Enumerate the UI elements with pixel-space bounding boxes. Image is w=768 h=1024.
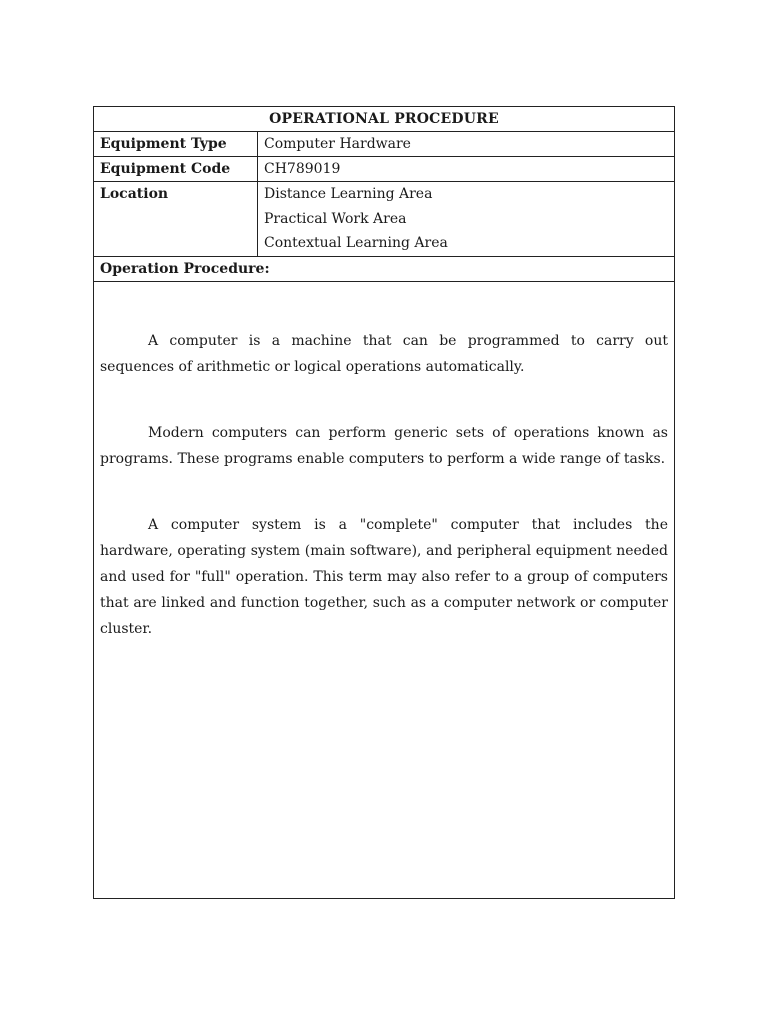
- procedure-paragraph: A computer is a machine that can be programmed to carry out sequences of arithmetic or logical operations automatically.: [100, 333, 668, 375]
- operation-procedure-label: Operation Procedure:: [100, 261, 270, 277]
- location-item: Contextual Learning Area: [264, 235, 448, 251]
- equipment-type-label: Equipment Type: [94, 132, 258, 156]
- location-values: [258, 182, 674, 256]
- equipment-code-row: [94, 157, 674, 182]
- location-label: Location: [94, 182, 258, 256]
- equipment-code-value: CH789019: [264, 161, 341, 177]
- location-item: Practical Work Area: [264, 210, 407, 227]
- equipment-type-value: Computer Hardware: [264, 136, 411, 152]
- procedure-paragraph: A computer system is a "complete" computer that includes the hardware, operating system (main software), and peripheral equipment needed and used for "full" operation. This term may also refer to a group of computers that are linked and function together, such as a computer network or computer cluster.: [100, 517, 668, 637]
- operation-procedure-row: [94, 257, 674, 282]
- form-title: OPERATIONAL PROCEDURE: [94, 107, 674, 132]
- equipment-type-row: [94, 132, 674, 157]
- location-row: [94, 182, 674, 257]
- procedure-paragraph: Modern computers can perform generic sets of operations known as programs. These programs enable computers to perform a wide range of tasks.: [100, 425, 668, 467]
- operational-procedure-form: [93, 106, 675, 899]
- equipment-code-label: Equipment Code: [94, 157, 258, 181]
- location-item: Distance Learning Area: [264, 186, 433, 202]
- procedure-body: [100, 282, 668, 642]
